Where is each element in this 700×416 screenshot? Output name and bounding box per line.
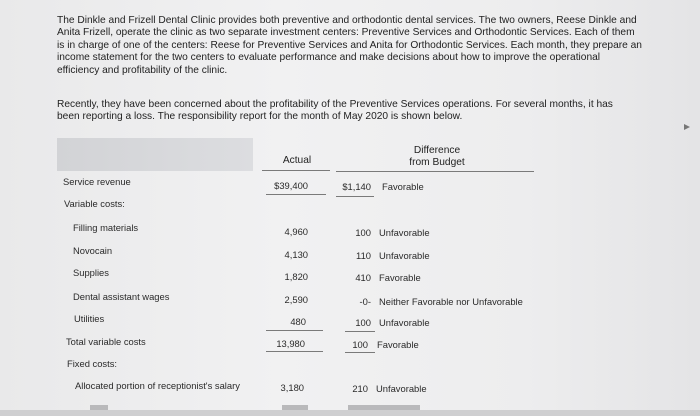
actual-supplies: 1,820 <box>284 271 308 282</box>
rule-under-total-diff <box>345 352 375 353</box>
diff-type-dental-assistant-wages: Neither Favorable nor Unfavorable <box>379 296 523 307</box>
diff-type-novocain: Unfavorable <box>379 250 430 261</box>
actual-column-header: Actual <box>282 155 312 166</box>
diff-supplies: 410 <box>355 272 371 283</box>
diff-filling-materials: 100 <box>355 227 371 238</box>
row-label-supplies: Supplies <box>73 267 109 278</box>
row-label-variable-costs: Variable costs: <box>64 198 125 209</box>
row-label-utilities: Utilities <box>74 313 105 324</box>
diff-type-total-variable-costs: Favorable <box>377 339 419 350</box>
actual-novocain: 4,130 <box>284 249 308 260</box>
diff-type-service-revenue: Favorable <box>382 181 424 192</box>
row-label-total-variable-costs: Total variable costs <box>66 336 146 347</box>
row-label-filling-materials: Filling materials <box>73 222 139 233</box>
difference-header-line2: from Budget <box>409 157 465 168</box>
actual-dental-assistant-wages: 2,590 <box>284 294 308 305</box>
diff-type-utilities: Unfavorable <box>379 317 430 328</box>
concern-paragraph: Recently, they have been concerned about the profitability of the Preventive Services operations. For several months, it has been reporting a loss. The responsibility report for the month of May 2020 is shown below. <box>57 99 613 123</box>
rule-under-utilities-diff <box>345 331 375 332</box>
diff-dental-assistant-wages: -0- <box>359 296 371 307</box>
row-label-service-revenue: Service revenue <box>63 176 131 187</box>
row-label-novocain: Novocain <box>73 245 113 256</box>
diff-type-supplies: Favorable <box>379 272 421 283</box>
diff-type-receptionist-salary: Unfavorable <box>376 383 427 394</box>
diff-type-filling-materials: Unfavorable <box>379 227 430 238</box>
actual-total-variable-costs: 13,980 <box>276 338 305 349</box>
row-label-dental-assistant-wages: Dental assistant wages <box>73 291 170 302</box>
row-label-fixed-costs: Fixed costs: <box>67 358 118 369</box>
rule-under-revenue-diff <box>336 196 374 197</box>
diff-service-revenue: $1,140 <box>342 181 371 192</box>
actual-filling-materials: 4,960 <box>284 226 308 237</box>
actual-utilities: 480 <box>290 316 306 327</box>
rule-under-total-actual <box>266 351 323 352</box>
difference-header-line1: Difference <box>413 145 461 156</box>
difference-header-rule <box>336 171 534 172</box>
actual-service-revenue: $39,400 <box>274 180 308 191</box>
rule-under-utilities-actual <box>266 330 323 331</box>
screen-bottom-edge <box>0 410 700 416</box>
cursor-arrow-icon <box>684 124 690 130</box>
actual-header-rule <box>262 170 330 171</box>
rule-under-revenue-actual <box>266 194 326 195</box>
intro-paragraph: The Dinkle and Frizell Dental Clinic provides both preventive and orthodontic dental services. The two owners, Reese Dinkle and Anita Frizell, operate the clinic as two separate investment centers: Preventive Services and Orthodontic Services. Each of them is in charge of one of the centers: Reese for Preventive Services and Anita for Orthodontic Services. Each month, they prepare an income statement for the two centers to evaluate performance and make decisions about how to improve the operational efficiency and profitability of the clinic. <box>57 15 642 76</box>
actual-receptionist-salary: 3,180 <box>280 382 304 393</box>
table-header-band <box>57 138 253 171</box>
diff-receptionist-salary: 210 <box>352 383 368 394</box>
row-label-receptionist-salary: Allocated portion of receptionist's salary <box>75 380 240 391</box>
diff-utilities: 100 <box>355 317 371 328</box>
diff-novocain: 110 <box>356 250 371 261</box>
diff-total-variable-costs: 100 <box>352 339 368 350</box>
